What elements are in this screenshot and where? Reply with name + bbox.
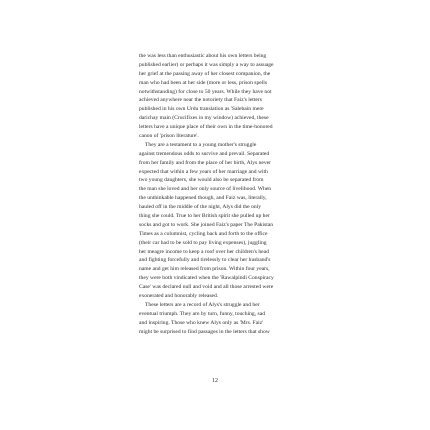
text-line: (their car had to be sold to pay living expenses), juggling (139, 239, 267, 246)
text-line: against tremendous odds to survive and prevail. Separated (139, 150, 270, 157)
text-line: socks and got to work. She joined Faiz's paper The Pakistan (139, 221, 274, 228)
text-line: published earlier) or perhaps it was simply a way to assuage (139, 61, 274, 68)
text-line: expected that within a few years of her marriage and with (139, 168, 268, 175)
text-line: they were both vindicated when the 'Rawalpindi Conspiracy (139, 275, 274, 282)
text-line: and fighting forcefully and tirelessly to clear her husband's (139, 257, 271, 264)
text-line: two young daughters, she would also be separated from (139, 177, 264, 184)
body-text (139, 52, 305, 337)
text-line: These letters are a record of Alys's struggle and her (145, 301, 260, 308)
text-line: eventual triumph. They are by turn, funny, touching, sad (139, 310, 265, 317)
text-line: from her family and from the place of her birth, Alys never (139, 159, 272, 166)
text-line: Times as a columnist, cycling back and forth to the office (139, 230, 268, 237)
text-line: Case' was declared null and void and all those arrested were (139, 284, 274, 291)
text-line: canon of 'prison literature'. (139, 133, 199, 140)
text-line: her meagre income to keep a roof over her children's head (139, 248, 269, 255)
text-line: man who had been at her side (more or less, prison spells (139, 79, 268, 86)
text-line: darichay main (Crucifixes in my window) achieved, these (139, 115, 269, 122)
text-line: name and get him released from prison. Within four years, (139, 266, 270, 273)
text-line: letters have a unique place of their own in the time-honored (139, 124, 273, 131)
text-line: They are a testament to a young mother's struggle (145, 141, 257, 148)
text-line: the was less than enthusiastic about his own letters being (139, 53, 267, 59)
text-line: notwithstanding) for close to 50 years. While they have not (139, 88, 272, 95)
text-line: her grief at the passing away of her closest companion, the (139, 70, 271, 77)
text-line: hauled off in the middle of the night, Alys did the only (139, 204, 262, 211)
page-number: 12 (212, 378, 218, 384)
text-line: thing she could. True to her British spirit she pulled up her (139, 213, 270, 220)
text-line: achieved anywhere near the notoriety that Faiz's letters (139, 97, 262, 104)
text-line: published in his own Urdu translation as 'Salebain mere (139, 106, 264, 113)
text-line: the unthinkable happened though, and Faiz was, literally, (139, 195, 267, 202)
text-line: might be surprised to find passages in the letters that show (139, 328, 270, 335)
text-line: the man she loved and her only source of livelihood. When (139, 186, 272, 193)
text-line: and inspiring. Those who knew Alys only as 'Mrs. Faiz' (139, 319, 264, 326)
text-line: exonerated and honorably released. (139, 293, 219, 300)
